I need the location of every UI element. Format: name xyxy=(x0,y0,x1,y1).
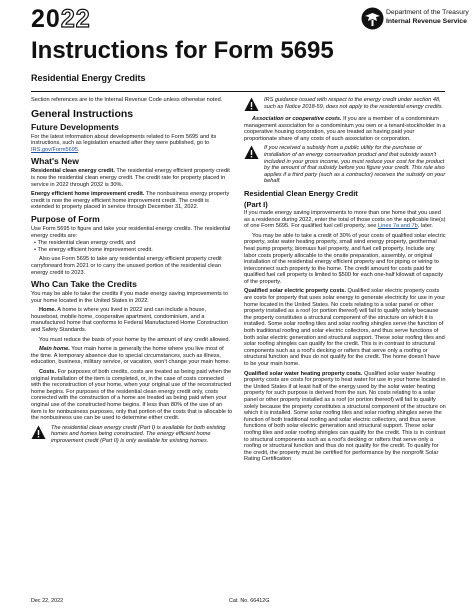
part1-credit-paragraph: You may be able to take a credit of 30% of your costs of qualified solar electric property, solar water heating property, small wind energy property, geothermal heat pump property, biomass fuel property, and fuel cell property. Include any labor costs properly allocable to the onsite preparation, assembly, or original installation of the residential energy efficient property and for piping or wiring to interconnect such property to the home. The credit amount for costs paid for qualified fuel cell property is limited to $500 for each one-half kilowatt of capacity of the property. xyxy=(244,232,446,285)
costs-paragraph: Costs. For purposes of both credits, costs are treated as being paid when the original installation of the item is completed, or, in the case of costs connected with the reconstruction of your home, when your original use of the reconstructed home begins. For purposes of the residential clean energy credit only, costs connected with the construction of a home are treated as being paid when your original use of the constructed home begins. If less than 80% of the use of an item is for nonbusiness purposes, only that portion of the costs that is allocable to the nonbusiness use can be used to determine either credit. xyxy=(31,369,233,422)
whats-new-clean-energy: Residential clean energy credit. The residential energy efficient property credit is now the residential clean energy credit. The credit rate for property placed in service in 2022 through 2032 is 30%. xyxy=(31,168,230,188)
footer-date: Dec 22, 2022 xyxy=(31,598,64,604)
future-paragraph: For the latest information about developments related to Form 5695 and its instructions, such as legislation enacted after they were published, go to IRS.gov/Form5695. xyxy=(31,133,217,153)
home-basis-paragraph: You must reduce the basis of your home by the amount of any credit allowed. xyxy=(39,336,231,343)
right-column xyxy=(244,97,446,466)
tax-year: 2022 xyxy=(31,5,91,33)
association-paragraph: Association or cooperative costs. If you are a member of a condominium management association for a condominium you own or a tenant-stockholder in a cooperative housing corporation, you are treated as having paid your proportionate share of any costs of such association or corporation. xyxy=(244,116,446,142)
caution-note xyxy=(244,97,446,112)
purpose-also-paragraph: Also use Form 5695 to take any residential energy efficient property credit carryforward from 2021 or to carry the unused portion of the residential clean energy credit to 2023. xyxy=(31,256,222,276)
whats-new-home-improvement: Energy efficient home improvement credit. The nonbusiness energy property credit is now the energy efficient home improvement credit. The credit is extended to property placed in service through December 31, 2022. xyxy=(31,191,230,211)
purpose-bullet-item: • The energy efficient home improvement credit. xyxy=(34,247,233,254)
caution-text: IRS guidance issued with respect to the energy credit under section 48, such as Notice 2018-59, does not apply to the residential energy credits. xyxy=(264,97,444,110)
caution-icon xyxy=(31,425,46,440)
caution-text: The residential clean energy credit (Part I) is available for both existing homes and homes being constructed. The energy efficient home improvement credit (Part II) is only available for existing homes. xyxy=(51,424,226,444)
caution-note xyxy=(31,425,233,445)
page-subtitle: Residential Energy Credits xyxy=(31,73,146,83)
solar-electric-paragraph: Qualified solar electric property costs. Qualified solar electric property costs are costs for property that uses solar energy to generate electricity for use in your home located in the United States. No costs relating to a solar panel or other property installed as a roof (or portion thereof) will fail to qualify solely because the property constitutes a structural component of the structure on which it is installed. Some solar roofing tiles and solar roofing shingles serve the function of both traditional roofing and solar electric collectors, and thus serve functions of both solar electric generation and structural support. These solar roofing tiles and solar roofing shingles can qualify for the credit. This is in contrast to structural components such as a roof's decking or rafters that serve only a roofing or structural function and thus do not qualify for the credit. The home doesn't have to be your main home. xyxy=(244,288,446,367)
heading-future-developments: Future Developments xyxy=(31,121,119,132)
caution-note xyxy=(244,145,446,185)
footer-cat-number: Cat. No. 66412G xyxy=(229,598,270,604)
purpose-paragraph: Use Form 5695 to figure and take your residential energy credits. The residential energy credits are: xyxy=(31,225,231,239)
irs-label: Internal Revenue Service xyxy=(386,18,467,25)
page-title: Instructions for Form 5695 xyxy=(31,37,334,64)
header-rule xyxy=(31,91,445,92)
lines-7a-7b-link[interactable]: Lines 7a and 7b xyxy=(377,223,418,230)
intro-note: Section references are to the Internal Revenue Code unless otherwise noted. xyxy=(31,97,223,103)
purpose-bullets xyxy=(34,240,233,253)
solar-water-paragraph: Qualified solar water heating property costs. Qualified solar water heating property costs are costs for property to heat water for use in your home located in the United States if at least half of the energy used by the solar water heating property for such purpose is derived from the sun. No costs relating to a solar panel or other property installed as a roof (or portion thereof) will fail to qualify solely because the property constitutes a structural component of the structure on which it is installed. Some solar roofing tiles and solar roofing shingles serve the function of both traditional roofing and solar electric collectors, and thus serve functions of both solar electric generation and structural support. These solar roofing tiles and solar roofing shingles can qualify for the credit. This is in contrast to structural components such as a roof's decking or rafters that serve only a roofing or structural function and thus do not qualify for the credit. To qualify for the credit, the property must be certified for performance by the nonprofit Solar Rating Certification xyxy=(244,370,446,463)
caution-icon xyxy=(244,97,259,112)
heading-whats-new: What's New xyxy=(31,156,79,167)
caution-text: If you received a subsidy from a public utility for the purchase or installation of an energy conservation product and that subsidy wasn't included in your gross income, you must reduce your cost for the product by the amount of that subsidy before you figure your credit. This rule also applies if a third party (such as a contractor) receives the subsidy on your behalf. xyxy=(264,145,446,185)
purpose-bullet-item: • The residential clean energy credit, and xyxy=(34,240,233,247)
heading-part1: Residential Clean Energy Credit xyxy=(244,188,358,198)
irs-logo xyxy=(361,7,469,33)
left-column xyxy=(31,97,233,449)
caution-icon xyxy=(244,145,259,160)
part1-intro-paragraph: If you made energy saving improvements to more than one home that you used as a residence during 2022, enter the total of those costs on the applicable line(s) of one Form 5695. For qualified fuel cell property, see Lines 7a and 7b, later. xyxy=(244,209,446,230)
treasury-label: Department of the Treasury xyxy=(386,9,469,16)
main-home-paragraph: Main home. Your main home is generally the home where you live most of the time. A temporary absence due to special circumstances, such as illness, education, business, military service, or vacation, won't change your main home. xyxy=(31,346,231,366)
heading-purpose-of-form: Purpose of Form xyxy=(31,213,100,224)
home-paragraph: Home. A home is where you lived in 2022 and can include a house, houseboat, mobile home, cooperative apartment, condominium, and a manufactured home that conforms to Federal Manufactured Home Construction and Safety Standards. xyxy=(31,307,229,334)
who-paragraph: You may be able to take the credits if you made energy saving improvements to your home located in the United States in 2022. xyxy=(31,291,228,304)
heading-part1-label: (Part I) xyxy=(244,199,268,209)
irs-form-link[interactable]: IRS.gov/Form5695 xyxy=(31,146,78,153)
irs-eagle-logo-icon xyxy=(361,7,384,30)
heading-who-can-take: Who Can Take the Credits xyxy=(31,279,137,290)
heading-general-instructions: General Instructions xyxy=(31,107,134,120)
